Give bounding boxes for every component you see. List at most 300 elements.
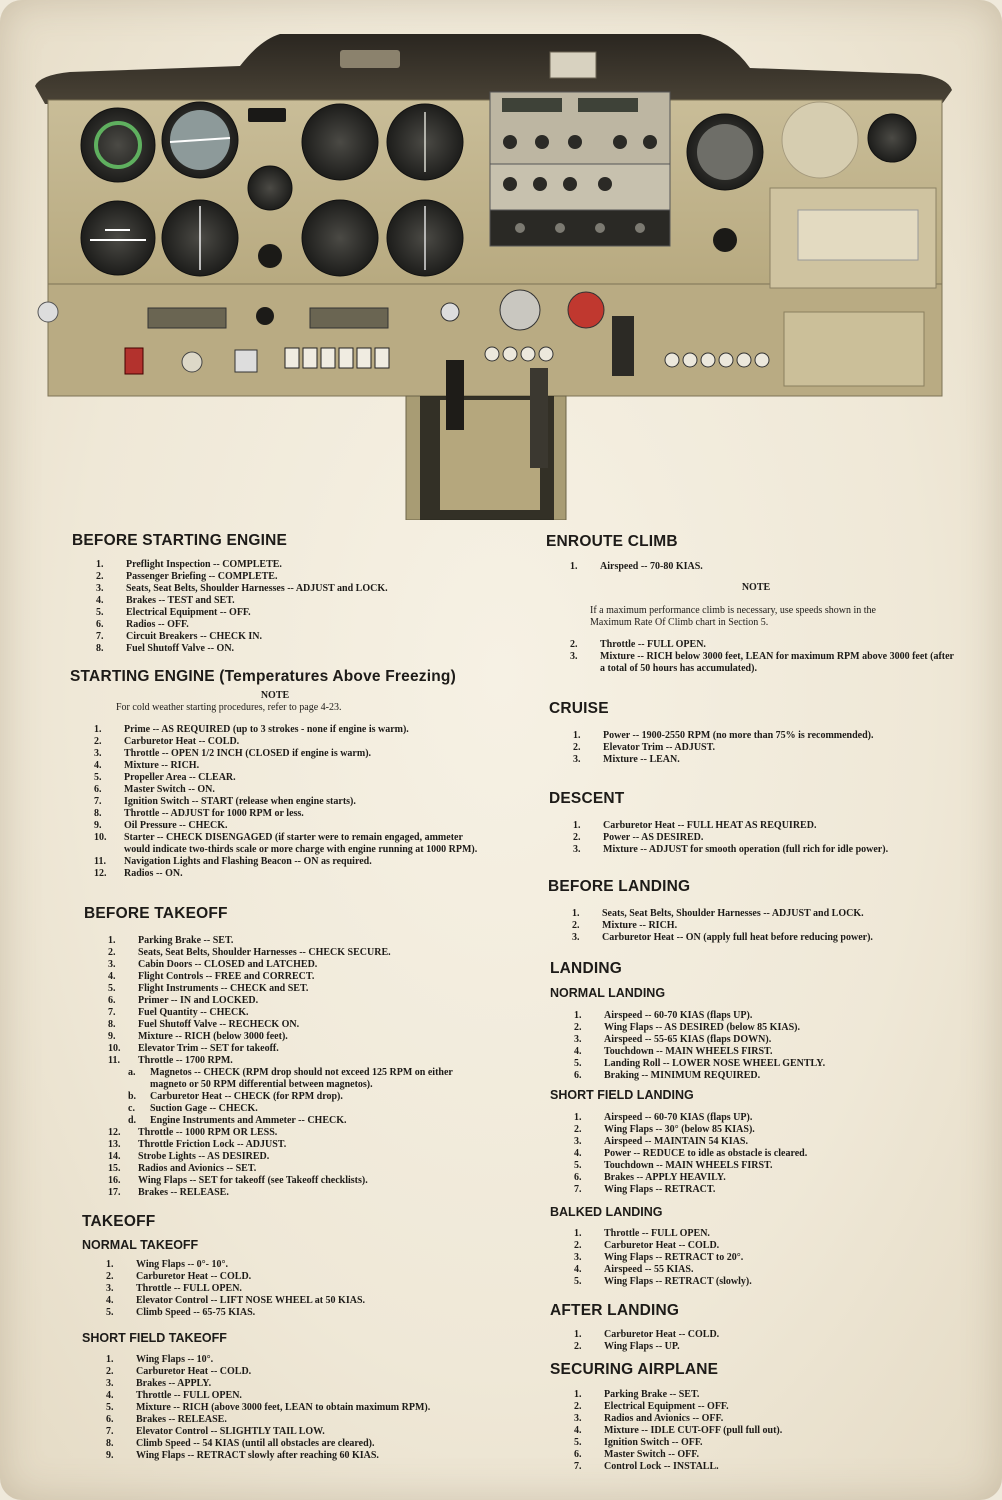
- item-text: Seats, Seat Belts, Shoulder Harnesses -- ADJUST and LOCK.: [602, 908, 864, 919]
- item-number: 12.: [94, 868, 107, 879]
- item-number: 6.: [106, 1414, 114, 1425]
- checklist-item: [550, 1240, 970, 1252]
- checklist-item: [549, 844, 969, 856]
- item-text: Power -- 1900-2550 RPM (no more than 75% is recommended).: [603, 730, 874, 741]
- item-text: Carburetor Heat -- COLD.: [124, 736, 240, 747]
- section-securing-airplane: [550, 1361, 970, 1473]
- checklist: [84, 935, 484, 1067]
- item-number: 7.: [108, 1007, 116, 1018]
- item-number: 11.: [108, 1055, 120, 1066]
- item-text: Airspeed -- 55 KIAS.: [604, 1264, 694, 1275]
- item-text: Ignition Switch -- OFF.: [604, 1437, 703, 1448]
- item-number: 4.: [574, 1264, 582, 1275]
- checklist-item: [84, 935, 484, 947]
- checklist-item: [82, 1259, 512, 1271]
- item-text: Mixture -- RICH.: [124, 760, 200, 771]
- item-number: 5.: [96, 607, 104, 618]
- section-title: SECURING AIRPLANE: [550, 1361, 719, 1378]
- checklist-item: [84, 1115, 484, 1127]
- item-number: 5.: [106, 1307, 114, 1318]
- item-text: Fuel Shutoff Valve -- RECHECK ON.: [138, 1019, 300, 1030]
- subsection-title: SHORT FIELD LANDING: [550, 1088, 694, 1102]
- item-number: 3.: [94, 748, 102, 759]
- item-number: 5.: [574, 1058, 582, 1069]
- item-text: Wing Flaps -- RETRACT to 20°.: [604, 1252, 744, 1263]
- item-text: Throttle -- 1000 RPM OR LESS.: [138, 1127, 278, 1138]
- item-text: Elevator Control -- SLIGHTLY TAIL LOW.: [136, 1426, 325, 1437]
- checklist-item: [84, 1175, 484, 1187]
- item-number: 2.: [574, 1240, 582, 1251]
- item-number: 6.: [94, 784, 102, 795]
- item-number: 2.: [106, 1366, 114, 1377]
- item-text: Parking Brake -- SET.: [604, 1389, 700, 1400]
- checklist-item: [549, 820, 969, 832]
- item-text: Mixture -- RICH (above 3000 feet, LEAN to obtain maximum RPM).: [136, 1402, 431, 1413]
- checklist-item: [84, 1127, 484, 1139]
- item-text: Airspeed -- 60-70 KIAS (flaps UP).: [604, 1112, 753, 1123]
- item-number: 11.: [94, 856, 106, 867]
- item-number: 2.: [96, 571, 104, 582]
- item-number: 1.: [106, 1354, 114, 1365]
- item-number: 7.: [96, 631, 104, 642]
- item-text: Airspeed -- 70-80 KIAS.: [600, 561, 703, 572]
- item-text: Wing Flaps -- RETRACT (slowly).: [604, 1276, 752, 1287]
- item-text: Airspeed -- MAINTAIN 54 KIAS.: [604, 1136, 748, 1147]
- item-number: 2.: [574, 1022, 582, 1033]
- checklist-item: [70, 808, 480, 820]
- checklist-item: [550, 1413, 970, 1425]
- item-text: Airspeed -- 60-70 KIAS (flaps UP).: [604, 1010, 753, 1021]
- mixture-knob: [568, 292, 604, 328]
- item-text: Flight Controls -- FREE and CORRECT.: [138, 971, 315, 982]
- checklist: [72, 559, 512, 655]
- suction-gauge: [868, 114, 916, 162]
- item-number: 10.: [94, 832, 107, 843]
- item-number: 6.: [574, 1449, 582, 1460]
- checklist: [550, 1112, 970, 1196]
- item-text: Carburetor Heat -- ON (apply full heat before reducing power).: [602, 932, 873, 943]
- item-text: Elevator Trim -- SET for takeoff.: [138, 1043, 279, 1054]
- item-number: 2.: [573, 742, 581, 753]
- checklist-item: [550, 1058, 970, 1070]
- item-text: Radios and Avionics -- OFF.: [604, 1413, 724, 1424]
- item-number: 5.: [574, 1160, 582, 1171]
- item-number: 4.: [574, 1148, 582, 1159]
- item-number: 4.: [96, 595, 104, 606]
- item-number: 8.: [108, 1019, 116, 1030]
- checklist-item: [70, 796, 480, 808]
- checklist-item: [82, 1307, 512, 1319]
- item-number: 1.: [574, 1389, 582, 1400]
- checklist: [546, 639, 956, 675]
- item-number: 5.: [574, 1437, 582, 1448]
- section-title: TAKEOFF: [82, 1213, 156, 1230]
- checklist-item: [549, 832, 969, 844]
- item-number: 3.: [573, 844, 581, 855]
- item-text: Suction Gage -- CHECK.: [150, 1103, 258, 1114]
- item-text: Radios -- OFF.: [126, 619, 189, 630]
- item-number: 17.: [108, 1187, 121, 1198]
- item-text: Throttle Friction Lock -- ADJUST.: [138, 1139, 287, 1150]
- checklist-item: [550, 1022, 970, 1034]
- subsection-title: SHORT FIELD TAKEOFF: [82, 1331, 227, 1345]
- item-number: 3.: [96, 583, 104, 594]
- item-text: Throttle -- FULL OPEN.: [136, 1390, 242, 1401]
- item-number: 5.: [574, 1276, 582, 1287]
- item-number: 3.: [574, 1034, 582, 1045]
- item-text: Electrical Equipment -- OFF.: [126, 607, 251, 618]
- altimeter-gauge: [302, 104, 378, 180]
- item-text: Mixture -- RICH.: [602, 920, 678, 931]
- item-number: 4.: [106, 1390, 114, 1401]
- checklist-item: [550, 1136, 970, 1148]
- checklist-item: [84, 959, 484, 971]
- item-number: 1.: [106, 1259, 114, 1270]
- checklist: [84, 1127, 484, 1199]
- checklist-item: [550, 1148, 970, 1160]
- item-text: Touchdown -- MAIN WHEELS FIRST.: [604, 1046, 773, 1057]
- section-title: CRUISE: [549, 700, 609, 717]
- item-text: Throttle -- FULL OPEN.: [604, 1228, 710, 1239]
- checklist-item: [550, 1264, 970, 1276]
- checklist-item: [82, 1271, 512, 1283]
- item-text: Wing Flaps -- SET for takeoff (see Takeoff checklists).: [138, 1175, 368, 1186]
- checklist: [548, 908, 968, 944]
- flap-switch: [612, 316, 634, 376]
- checklist-item: [84, 1139, 484, 1151]
- item-text: Mixture -- LEAN.: [603, 754, 680, 765]
- checklist-item: [70, 820, 480, 832]
- item-text: Mixture -- RICH (below 3000 feet).: [138, 1031, 288, 1042]
- item-number: 1.: [108, 935, 116, 946]
- item-text: Master Switch -- OFF.: [604, 1449, 699, 1460]
- checklist-item: [550, 1461, 970, 1473]
- item-number: 2.: [574, 1341, 582, 1352]
- item-text: Radios -- ON.: [124, 868, 183, 879]
- item-number: 7.: [574, 1184, 582, 1195]
- item-number: 5.: [108, 983, 116, 994]
- item-number: 2.: [106, 1271, 114, 1282]
- checklist-item: [72, 571, 512, 583]
- item-text: Parking Brake -- SET.: [138, 935, 234, 946]
- checklist-item: [72, 559, 512, 571]
- section-enroute-climb: [546, 533, 966, 675]
- checklist-item: [84, 947, 484, 959]
- item-text: Strobe Lights -- AS DESIRED.: [138, 1151, 270, 1162]
- checklist: [82, 1354, 502, 1462]
- item-number: 1.: [573, 730, 581, 741]
- item-number: 10.: [108, 1043, 121, 1054]
- section-before-landing: [548, 878, 968, 944]
- checklist: [550, 1389, 970, 1473]
- item-number: d.: [128, 1115, 137, 1126]
- checklist-item: [550, 1252, 970, 1264]
- item-text: Brakes -- TEST and SET.: [126, 595, 235, 606]
- item-number: 8.: [94, 808, 102, 819]
- item-text: Wing Flaps -- RETRACT slowly after reaching 60 KIAS.: [136, 1450, 379, 1461]
- item-text: Throttle -- OPEN 1/2 INCH (CLOSED if engine is warm).: [124, 748, 372, 759]
- item-text: Elevator Trim -- ADJUST.: [603, 742, 716, 753]
- throttle-knob: [500, 290, 540, 330]
- item-text: Mixture -- ADJUST for smooth operation (full rich for idle power).: [603, 844, 889, 855]
- checklist-item: [70, 736, 480, 748]
- item-number: 3.: [574, 1413, 582, 1424]
- item-number: 2.: [574, 1401, 582, 1412]
- item-number: 6.: [108, 995, 116, 1006]
- item-number: 2.: [108, 947, 116, 958]
- item-text: Carburetor Heat -- COLD.: [604, 1329, 720, 1340]
- master-switch: [125, 348, 143, 374]
- checklist: [550, 1228, 970, 1288]
- item-number: 6.: [96, 619, 104, 630]
- instrument-panel-illustration: [30, 20, 960, 520]
- item-number: 6.: [574, 1070, 582, 1081]
- item-number: 4.: [574, 1046, 582, 1057]
- item-text: Brakes -- RELEASE.: [136, 1414, 227, 1425]
- item-number: 1.: [572, 908, 580, 919]
- item-number: 4.: [108, 971, 116, 982]
- checklist-item: [550, 1184, 970, 1196]
- item-number: 2.: [572, 920, 580, 931]
- item-number: 3.: [106, 1283, 114, 1294]
- item-number: 3.: [574, 1252, 582, 1263]
- item-text: Throttle -- FULL OPEN.: [136, 1283, 242, 1294]
- turn-coordinator-gauge: [81, 108, 155, 182]
- checklist-item: [84, 983, 484, 995]
- item-number: 2.: [573, 832, 581, 843]
- checklist-item: [82, 1414, 502, 1426]
- item-text: Engine Instruments and Ammeter -- CHECK.: [150, 1115, 347, 1126]
- item-text: Starter -- CHECK DISENGAGED (if starter were to remain engaged, ammeter would indicate two-thirds scale or more charge with engine running at 1000 RPM).: [124, 832, 478, 855]
- item-text: Ignition Switch -- START (release when engine starts).: [124, 796, 356, 807]
- item-number: 7.: [574, 1461, 582, 1472]
- item-text: Primer -- IN and LOCKED.: [138, 995, 259, 1006]
- section-before-starting-engine: [72, 532, 512, 655]
- checklist-item: [84, 1103, 484, 1115]
- checklist-item: [82, 1402, 502, 1414]
- checklist-item: [82, 1426, 502, 1438]
- item-number: 5.: [94, 772, 102, 783]
- item-number: 16.: [108, 1175, 121, 1186]
- checklist-item: [550, 1112, 970, 1124]
- item-text: Mixture -- RICH below 3000 feet, LEAN for maximum RPM above 3000 feet (after a total of 50 hours has accumulated).: [600, 651, 954, 674]
- checklist-item: [70, 856, 480, 868]
- section-cruise: [549, 700, 969, 766]
- section-title: BEFORE LANDING: [548, 878, 691, 895]
- checklist-item: [70, 724, 480, 736]
- item-text: Carburetor Heat -- COLD.: [604, 1240, 720, 1251]
- item-text: Wing Flaps -- UP.: [604, 1341, 680, 1352]
- item-text: Circuit Breakers -- CHECK IN.: [126, 631, 263, 642]
- checklist-item: [550, 1034, 970, 1046]
- item-text: Throttle -- 1700 RPM.: [138, 1055, 233, 1066]
- item-text: Control Lock -- INSTALL.: [604, 1461, 719, 1472]
- item-text: Seats, Seat Belts, Shoulder Harnesses -- ADJUST and LOCK.: [126, 583, 388, 594]
- item-text: Fuel Quantity -- CHECK.: [138, 1007, 249, 1018]
- section-title: DESCENT: [549, 790, 625, 807]
- checklist-item: [550, 1276, 970, 1288]
- checklist-item: [550, 1389, 970, 1401]
- blank-gauge-hole: [782, 102, 858, 178]
- item-number: a.: [128, 1067, 136, 1078]
- checklist-item: [550, 1124, 970, 1136]
- checklist-item: [550, 1401, 970, 1413]
- item-text: Preflight Inspection -- COMPLETE.: [126, 559, 282, 570]
- item-text: Climb Speed -- 65-75 KIAS.: [136, 1307, 256, 1318]
- note-text: If a maximum performance climb is necessary, use speeds shown in the Maximum Rate Of Climb chart in Section 5.: [590, 605, 876, 628]
- item-text: Wing Flaps -- 10°.: [136, 1354, 214, 1365]
- checklist-item: [84, 1019, 484, 1031]
- checklist-item: [84, 995, 484, 1007]
- item-number: c.: [128, 1103, 135, 1114]
- item-number: 8.: [106, 1438, 114, 1449]
- checklist-item: [82, 1378, 502, 1390]
- item-number: 3.: [106, 1378, 114, 1389]
- attitude-indicator: [248, 166, 292, 210]
- checklist-item: [72, 583, 512, 595]
- checklist-item: [72, 631, 512, 643]
- checklist-item: [72, 595, 512, 607]
- item-number: 1.: [96, 559, 104, 570]
- item-text: Seats, Seat Belts, Shoulder Harnesses -- CHECK SECURE.: [138, 947, 391, 958]
- section-after-landing: [550, 1302, 970, 1353]
- item-number: 14.: [108, 1151, 121, 1162]
- section-title: ENROUTE CLIMB: [546, 533, 678, 550]
- item-text: Power -- AS DESIRED.: [603, 832, 704, 843]
- item-text: Landing Roll -- LOWER NOSE WHEEL GENTLY.: [604, 1058, 826, 1069]
- checklist-item: [550, 1046, 970, 1058]
- checklist-item: [84, 1091, 484, 1103]
- item-number: 2.: [574, 1124, 582, 1135]
- section-title: BEFORE TAKEOFF: [84, 905, 228, 922]
- item-number: 4.: [94, 760, 102, 771]
- item-number: 1.: [94, 724, 102, 735]
- item-text: Carburetor Heat -- FULL HEAT AS REQUIRED.: [603, 820, 817, 831]
- subsection-title: NORMAL LANDING: [550, 986, 666, 1000]
- item-number: 13.: [108, 1139, 121, 1150]
- checklist-item: [82, 1438, 502, 1450]
- item-number: 4.: [574, 1425, 582, 1436]
- item-number: 9.: [108, 1031, 116, 1042]
- checklist-item: [550, 1172, 970, 1184]
- checklist-item: [550, 1228, 970, 1240]
- item-text: Brakes -- RELEASE.: [138, 1187, 229, 1198]
- item-text: Throttle -- ADJUST for 1000 RPM or less.: [124, 808, 304, 819]
- note-text: For cold weather starting procedures, refer to page 4-23.: [116, 702, 342, 713]
- item-text: Climb Speed -- 54 KIAS (until all obstacles are cleared).: [136, 1438, 375, 1449]
- item-text: Propeller Area -- CLEAR.: [124, 772, 236, 783]
- subsection-title: BALKED LANDING: [550, 1205, 663, 1219]
- checklist: [549, 820, 969, 856]
- checklist-substeps: [84, 1067, 484, 1127]
- fuel-selector-slot: [446, 360, 464, 430]
- checklist-item: [70, 760, 480, 772]
- item-number: 1.: [570, 561, 578, 572]
- item-text: Magnetos -- CHECK (RPM drop should not exceed 125 RPM on either magneto or 50 RPM differential between magnetos).: [150, 1067, 453, 1090]
- checklist-item: [546, 561, 966, 573]
- checklist-item: [82, 1450, 502, 1462]
- item-text: Mixture -- IDLE CUT-OFF (pull full out).: [604, 1425, 783, 1436]
- checklist-item: [82, 1283, 512, 1295]
- checklist-item: [84, 1151, 484, 1163]
- checklist-item: [84, 1067, 484, 1091]
- checklist-item: [70, 868, 480, 880]
- checklist-item: [70, 832, 480, 856]
- checklist-item: [550, 1329, 970, 1341]
- checklist-item: [548, 932, 968, 944]
- section-title: AFTER LANDING: [550, 1302, 680, 1319]
- checklist: [70, 724, 480, 880]
- checklist-item: [70, 784, 480, 796]
- item-number: 15.: [108, 1163, 121, 1174]
- section-title: LANDING: [550, 960, 623, 977]
- item-number: 3.: [572, 932, 580, 943]
- item-text: Flight Instruments -- CHECK and SET.: [138, 983, 309, 994]
- checklist-item: [72, 607, 512, 619]
- item-text: Throttle -- FULL OPEN.: [600, 639, 706, 650]
- item-text: Electrical Equipment -- OFF.: [604, 1401, 729, 1412]
- checklist-item: [550, 1010, 970, 1022]
- checklist-item: [548, 920, 968, 932]
- checklist-item: [84, 971, 484, 983]
- item-number: 2.: [570, 639, 578, 650]
- checklist: [550, 1010, 970, 1082]
- item-number: 1.: [574, 1112, 582, 1123]
- item-number: 3.: [573, 754, 581, 765]
- checklist-item: [549, 742, 969, 754]
- item-text: Wing Flaps -- AS DESIRED (below 85 KIAS).: [604, 1022, 800, 1033]
- item-number: 9.: [94, 820, 102, 831]
- checklist-item: [82, 1390, 502, 1402]
- item-number: 6.: [574, 1172, 582, 1183]
- item-text: Carburetor Heat -- COLD.: [136, 1271, 252, 1282]
- checklist-item: [84, 1163, 484, 1175]
- item-text: Wing Flaps -- 0°- 10°.: [136, 1259, 228, 1270]
- checklist-item: [546, 651, 956, 675]
- checklist-item: [550, 1449, 970, 1461]
- section-starting-engine: [70, 668, 510, 880]
- checklist-item: [550, 1070, 970, 1082]
- checklist-item: [548, 908, 968, 920]
- checklist-item: [70, 772, 480, 784]
- checklist-item: [82, 1366, 502, 1378]
- note-label: NOTE: [741, 582, 771, 593]
- item-text: Touchdown -- MAIN WHEELS FIRST.: [604, 1160, 773, 1171]
- checklist-item: [70, 748, 480, 760]
- item-text: Master Switch -- ON.: [124, 784, 215, 795]
- item-number: 2.: [94, 736, 102, 747]
- checklist-item: [72, 643, 512, 655]
- checklist-item: [84, 1187, 484, 1199]
- item-number: 8.: [96, 643, 104, 654]
- section-before-takeoff: [84, 905, 514, 1199]
- item-text: Cabin Doors -- CLOSED and LATCHED.: [138, 959, 318, 970]
- tail-number-placard: [248, 108, 286, 122]
- subsection-title: NORMAL TAKEOFF: [82, 1238, 199, 1252]
- item-number: 1.: [573, 820, 581, 831]
- checklist-item: [82, 1295, 512, 1307]
- checklist: [550, 1329, 970, 1353]
- checklist-item: [550, 1437, 970, 1449]
- item-number: 7.: [106, 1426, 114, 1437]
- checklist-item: [549, 754, 969, 766]
- section-title: STARTING ENGINE (Temperatures Above Freezing): [70, 668, 456, 685]
- item-number: b.: [128, 1091, 137, 1102]
- item-text: Radios and Avionics -- SET.: [138, 1163, 257, 1174]
- item-number: 1.: [574, 1010, 582, 1021]
- checklist-item: [546, 639, 956, 651]
- checklist-item: [72, 619, 512, 631]
